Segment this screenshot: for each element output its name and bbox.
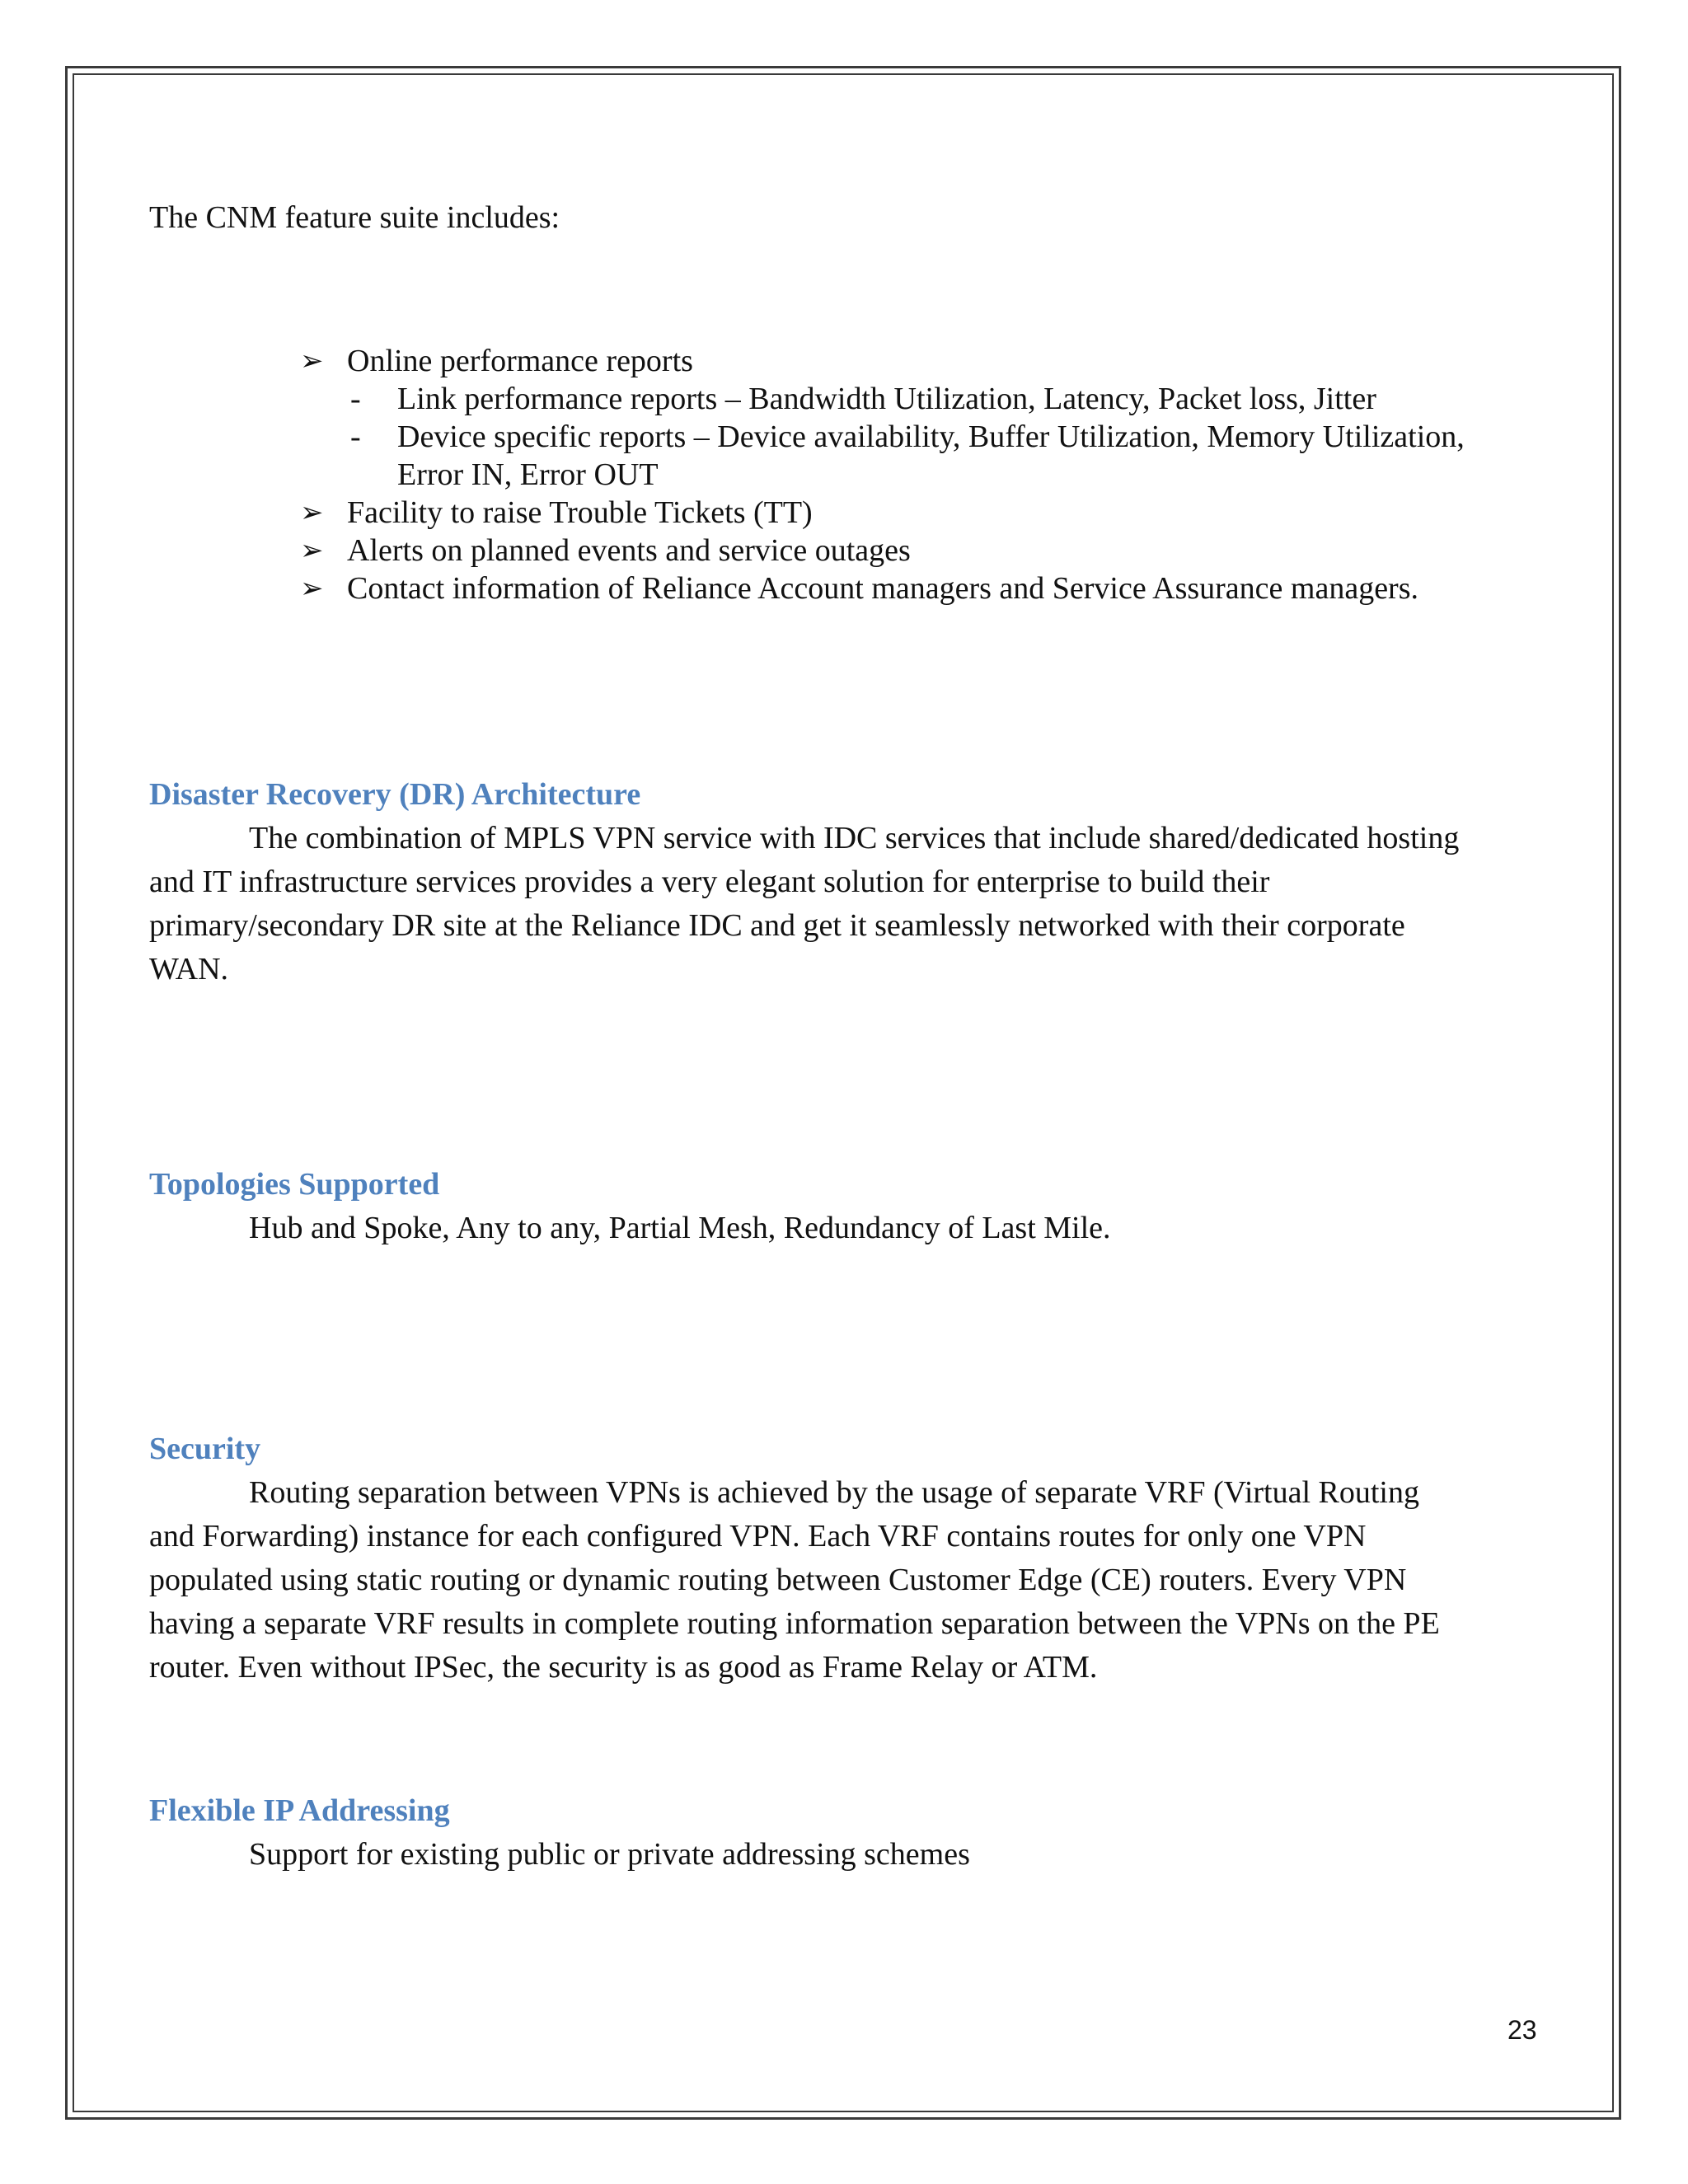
section-heading: Disaster Recovery (DR) Architecture xyxy=(149,777,641,812)
feature-item-label: Contact information of Reliance Account managers and Service Assurance managers. xyxy=(347,571,1418,606)
paragraph-line: populated using static routing or dynamic routing between Customer Edge (CE) routers. Every VPN xyxy=(149,1563,1407,1597)
intro-text: The CNM feature suite includes: xyxy=(149,200,560,235)
dash-bullet: - xyxy=(350,382,361,416)
paragraph-line: Support for existing public or private addressing schemes xyxy=(249,1837,970,1872)
feature-item-label: Alerts on planned events and service outages xyxy=(347,533,911,568)
page-number: 23 xyxy=(1507,2015,1537,2045)
paragraph-line: The combination of MPLS VPN service with IDC services that include shared/dedicated hosting xyxy=(249,821,1460,855)
arrowhead-bullet-icon: ➢ xyxy=(300,572,324,605)
paragraph-line: router. Even without IPSec, the security is as good as Frame Relay or ATM. xyxy=(149,1650,1098,1685)
feature-subitem-continuation: Error IN, Error OUT xyxy=(397,457,659,492)
paragraph-line: and Forwarding) instance for each configured VPN. Each VRF contains routes for only one VPN xyxy=(149,1519,1367,1554)
arrowhead-bullet-icon: ➢ xyxy=(300,534,324,567)
paragraph-line: Hub and Spoke, Any to any, Partial Mesh, Redundancy of Last Mile. xyxy=(249,1211,1111,1245)
paragraph-line: having a separate VRF results in complete routing information separation between the VPNs on the PE xyxy=(149,1606,1440,1641)
feature-item-label: Facility to raise Trouble Tickets (TT) xyxy=(347,495,813,530)
arrowhead-bullet-icon: ➢ xyxy=(300,496,324,529)
paragraph-line: WAN. xyxy=(149,952,229,987)
feature-item-label: Online performance reports xyxy=(347,344,693,378)
section-heading: Flexible IP Addressing xyxy=(149,1793,450,1828)
paragraph-line: Routing separation between VPNs is achieved by the usage of separate VRF (Virtual Routing xyxy=(249,1475,1419,1510)
dash-bullet: - xyxy=(350,419,361,454)
paragraph-line: primary/secondary DR site at the Reliance IDC and get it seamlessly networked with their corporate xyxy=(149,908,1405,943)
paragraph-line: and IT infrastructure services provides a very elegant solution for enterprise to build their xyxy=(149,865,1270,899)
feature-subitem-label: Link performance reports – Bandwidth Utilization, Latency, Packet loss, Jitter xyxy=(397,382,1376,416)
section-heading: Topologies Supported xyxy=(149,1167,440,1202)
arrowhead-bullet-icon: ➢ xyxy=(300,344,324,377)
section-heading: Security xyxy=(149,1432,261,1466)
feature-subitem-label: Device specific reports – Device availability, Buffer Utilization, Memory Utilization, xyxy=(397,419,1465,454)
